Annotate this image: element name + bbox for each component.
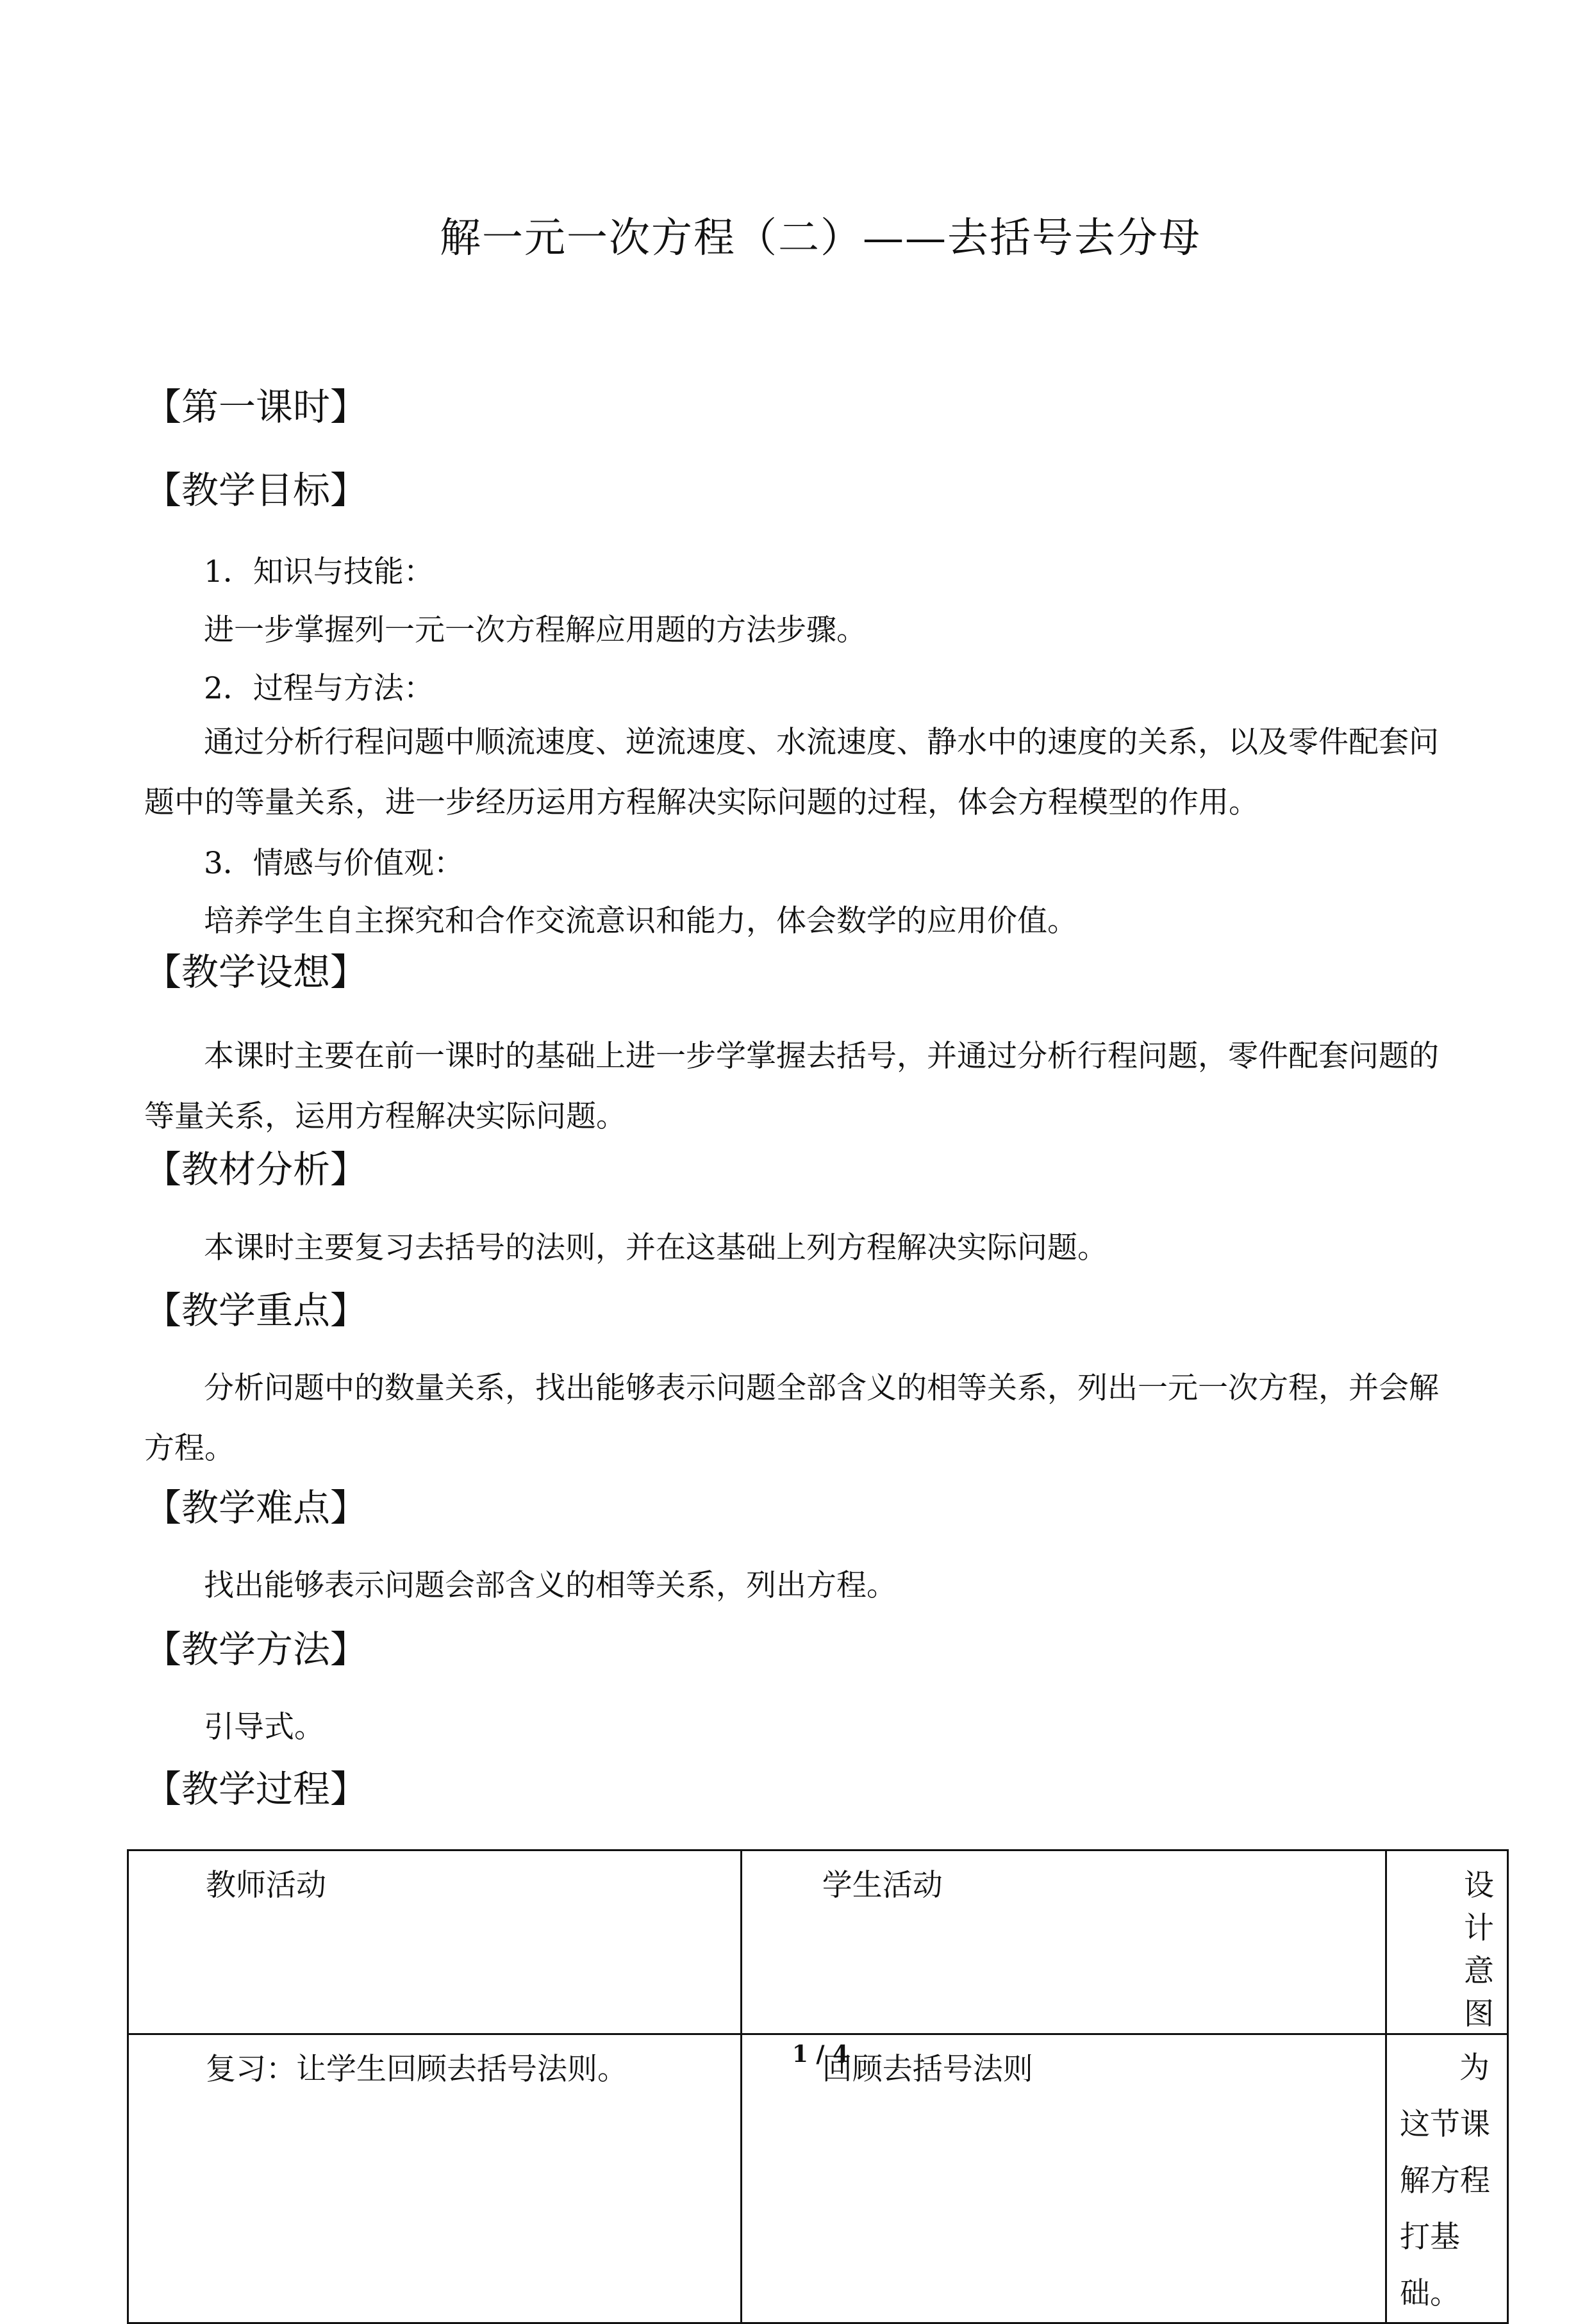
cell-design-intent-text: 为这节课解方程打基础。 xyxy=(1400,2050,1490,2311)
goal3-label: 3．情感与价值观： xyxy=(204,846,464,881)
method-heading: 【教学方法】 xyxy=(144,1628,368,1671)
table-header-row xyxy=(128,1850,1508,2034)
difficulty-heading: 【教学难点】 xyxy=(144,1486,368,1529)
goal1-text: 进一步掌握列一元一次方程解应用题的方法步骤。 xyxy=(204,613,867,648)
goals-heading: 【教学目标】 xyxy=(144,468,368,512)
table-row xyxy=(128,2034,1508,2323)
header-teacher: 教师活动 xyxy=(128,1850,742,2034)
material-text: 本课时主要复习去括号的法则，并在这基础上列方程解决实际问题。 xyxy=(204,1230,1108,1265)
header-design xyxy=(1386,1850,1508,2034)
method-text: 引导式。 xyxy=(204,1710,324,1745)
cell-design-intent xyxy=(1386,2034,1508,2323)
design-text: 本课时主要在前一课时的基础上进一步学掌握去括号，并通过分析行程问题，零件配套问题的等量关系，运用方程解决实际问题。 xyxy=(144,1039,1439,1134)
process-heading: 【教学过程】 xyxy=(144,1767,368,1811)
design-heading: 【教学设想】 xyxy=(144,950,368,994)
document-title: 解一元一次方程（二）——去括号去分母 xyxy=(440,215,1201,262)
material-heading: 【教材分析】 xyxy=(144,1148,368,1191)
lesson-heading: 【第一课时】 xyxy=(144,385,368,429)
goal2-label: 2．过程与方法： xyxy=(204,671,434,706)
goal2-text: 通过分析行程问题中顺流速度、逆流速度、水流速度、静水中的速度的关系，以及零件配套问题中的等量关系，进一步经历运用方程解决实际问题的过程，体会方程模型的作用。 xyxy=(144,725,1439,820)
page-number: 1 / 4 xyxy=(792,2041,849,2068)
goal3-text: 培养学生自主探究和合作交流意识和能力，体会数学的应用价值。 xyxy=(204,903,1077,939)
difficulty-text: 找出能够表示问题会部含义的相等关系，列出方程。 xyxy=(204,1568,897,1603)
header-design-label: 设计意图 xyxy=(1464,1868,1494,2032)
goal1-label: 1．知识与技能： xyxy=(204,554,434,589)
process-table xyxy=(127,1849,1509,2324)
cell-student-activity: 回顾去括号法则 xyxy=(741,2034,1386,2323)
key-heading: 【教学重点】 xyxy=(144,1289,368,1332)
cell-teacher-activity: 复习：让学生回顾去括号法则。 xyxy=(128,2034,742,2323)
header-student: 学生活动 xyxy=(741,1850,1386,2034)
key-text: 分析问题中的数量关系，找出能够表示问题全部含义的相等关系，列出一元一次方程，并会解方程。 xyxy=(144,1371,1439,1466)
